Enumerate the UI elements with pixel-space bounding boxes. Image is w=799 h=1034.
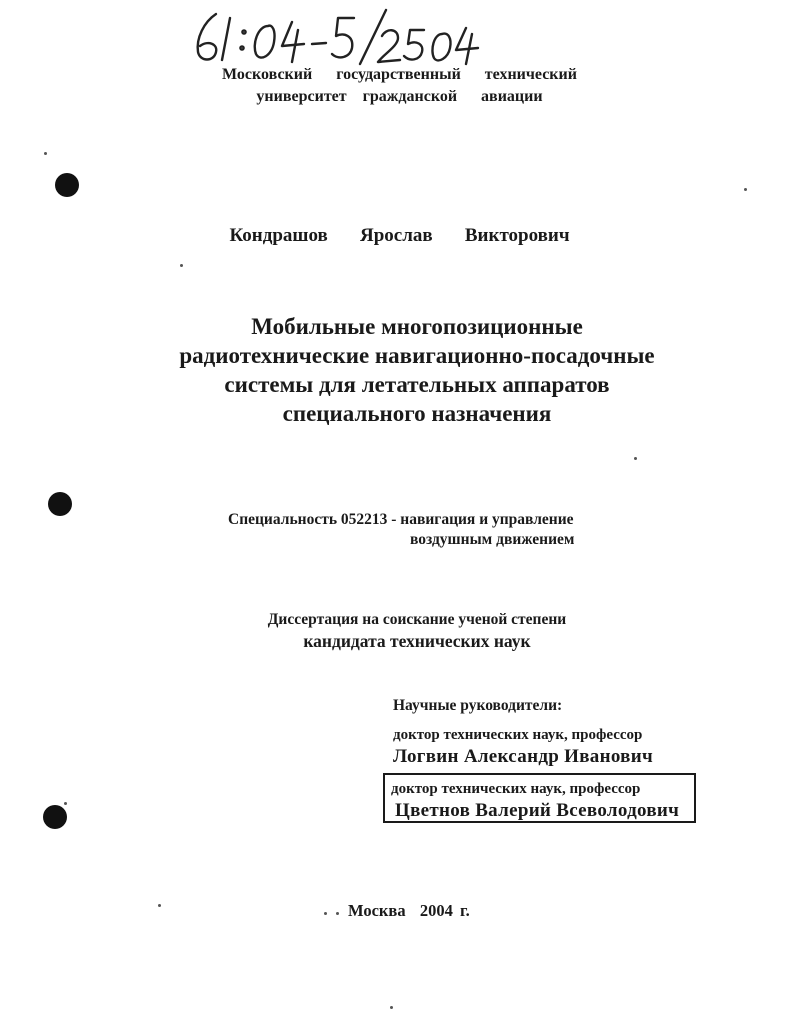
title-line-2: радиотехнические навигационно-посадочные xyxy=(179,343,655,368)
binder-hole-icon xyxy=(48,492,72,516)
scan-speck xyxy=(64,802,67,805)
scan-speck xyxy=(180,264,183,267)
specialty-line-1: Специальность 052213 - навигация и управление xyxy=(228,511,574,528)
title-line-3: системы для летательных аппаратов xyxy=(224,372,610,397)
university-line-2: университет гражданской авиации xyxy=(256,88,543,105)
scan-speck xyxy=(634,457,637,460)
handwritten-archive-number xyxy=(186,8,486,66)
binder-hole-icon xyxy=(43,805,67,829)
binder-hole-icon xyxy=(55,173,79,197)
degree-line-2: кандидата технических наук xyxy=(303,631,531,651)
university-name xyxy=(0,64,799,108)
dissertation-title xyxy=(0,312,799,428)
supervisor-1-name: Логвин Александр Иванович xyxy=(393,746,653,767)
scan-speck xyxy=(744,188,747,191)
supervisors-heading: Научные руководители: xyxy=(393,697,563,714)
degree-line-1: Диссертация на соискание ученой степени xyxy=(267,611,567,628)
scan-speck xyxy=(158,904,161,907)
specialty-line-2: воздушным движением xyxy=(410,531,575,548)
supervisor-1-rank: доктор технических наук, профессор xyxy=(393,727,643,743)
university-line-1: Московский государственный технический xyxy=(222,66,577,83)
supervisor-2-name: Цветнов Валерий Всеволодович xyxy=(395,800,680,821)
scan-speck xyxy=(390,1006,393,1009)
title-line-1: Мобильные многопозиционные xyxy=(251,314,583,339)
city-year: Москва 2004 г. xyxy=(348,901,470,920)
title-line-4: специального назначения xyxy=(282,401,552,426)
supervisor-2-rank: доктор технических наук, профессор xyxy=(391,781,641,797)
scan-speck xyxy=(324,912,327,915)
scan-speck xyxy=(44,152,47,155)
scan-speck xyxy=(336,912,339,915)
author-name: Кондрашов Ярослав Викторович xyxy=(229,225,570,246)
